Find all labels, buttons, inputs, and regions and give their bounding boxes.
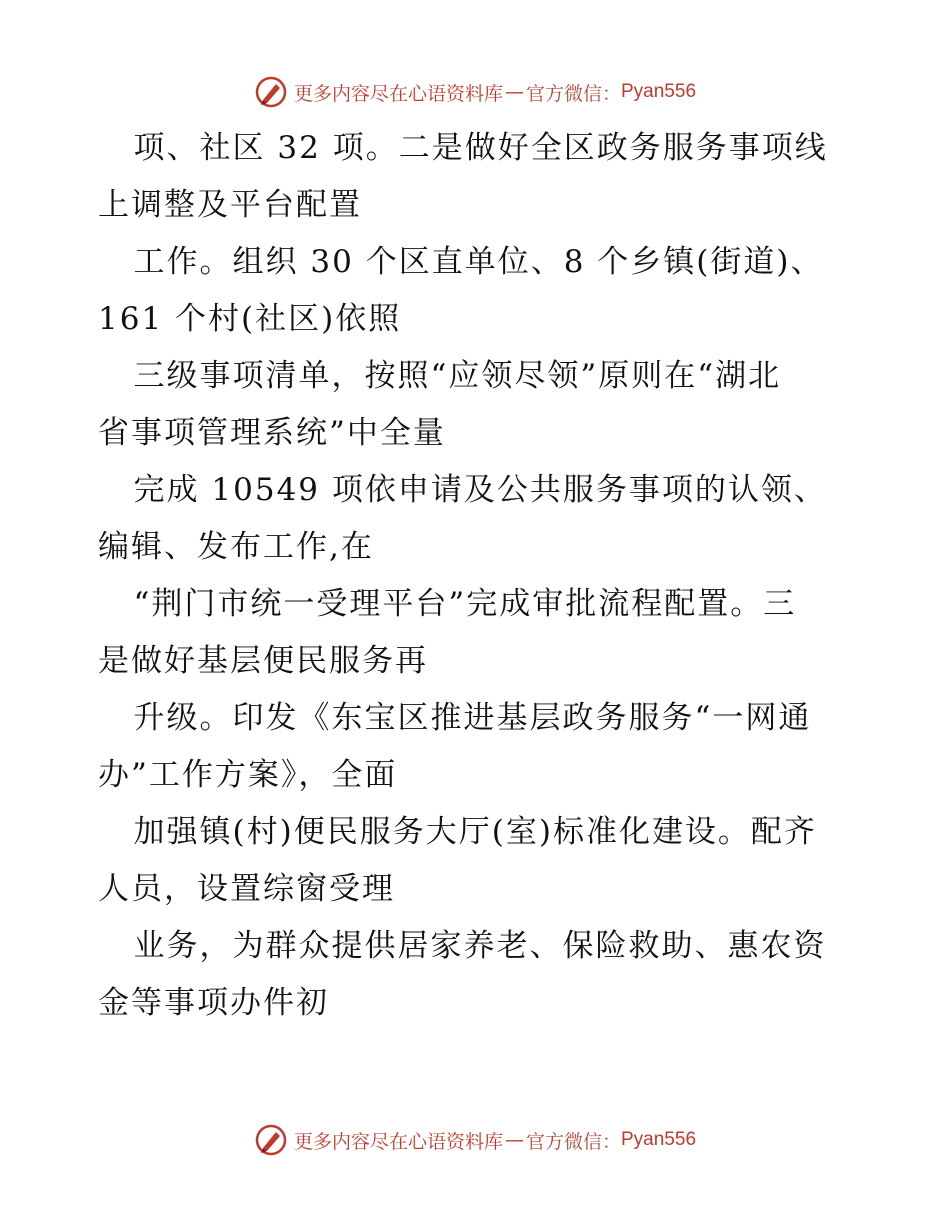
banner-wechat-label: 官方微信： xyxy=(525,1130,621,1153)
banner-dash: — xyxy=(504,81,524,103)
text-line: 上调整及平台配置 xyxy=(98,187,362,223)
text-line: 三级事项清单，按照“应领尽领”原则在“湖北 xyxy=(98,358,782,394)
banner-wechat-id: Pyan556 xyxy=(621,1129,697,1150)
banner-wechat-label: 官方微信： xyxy=(525,82,621,105)
text-line: 人员，设置综窗受理 xyxy=(98,871,395,907)
text-line: 161 个村(社区)依照 xyxy=(98,301,402,337)
banner-wechat-id: Pyan556 xyxy=(621,81,697,102)
pen-logo-icon xyxy=(254,1123,288,1157)
banner-main-text: 更多内容尽在心语资料库 xyxy=(293,82,503,105)
text-line: “荆门市统一受理平台”完成审批流程配置。三 xyxy=(98,586,797,622)
text-line: 金等事项办件初 xyxy=(98,985,329,1021)
text-line: 完成 10549 项依申请及公共服务事项的认领、 xyxy=(98,472,827,508)
text-line: 是做好基层便民服务再 xyxy=(98,643,428,679)
text-line: 编辑、发布工作,在 xyxy=(98,529,374,565)
text-line: 项、社区 32 项。二是做好全区政务服务事项线 xyxy=(98,130,828,166)
text-line: 升级。印发《东宝区推进基层政务服务“一网通 xyxy=(98,700,812,736)
text-line: 业务，为群众提供居家养老、保险救助、惠农资 xyxy=(98,928,827,964)
text-line: 工作。组织 30 个区直单位、8 个乡镇(街道)、 xyxy=(98,244,824,280)
text-line: 省事项管理系统”中全量 xyxy=(98,415,446,451)
document-body xyxy=(98,120,858,1032)
page-footer-banner xyxy=(0,1120,950,1160)
pen-logo-icon xyxy=(254,75,288,109)
text-line: 加强镇(村)便民服务大厅(室)标准化建设。配齐 xyxy=(98,814,817,850)
banner-main-text: 更多内容尽在心语资料库 xyxy=(293,1130,503,1153)
page-header-banner xyxy=(0,72,950,112)
banner-dash: — xyxy=(504,1129,524,1151)
text-line: 办”工作方案》，全面 xyxy=(98,757,398,793)
